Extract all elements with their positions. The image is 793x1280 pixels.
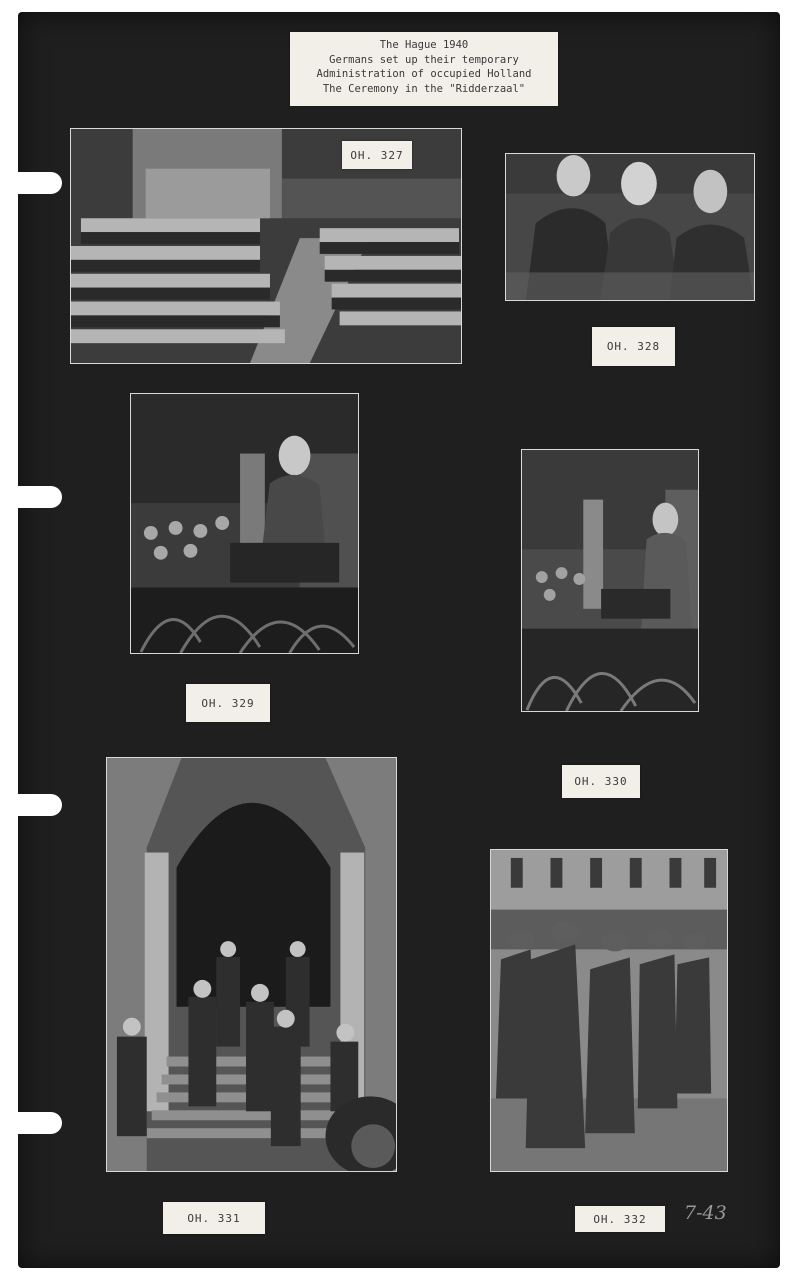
photo-speaker-podium (130, 393, 359, 654)
binder-hole (18, 794, 62, 816)
caption-label: OH. 330 (562, 765, 640, 798)
caption-label: OH. 331 (163, 1202, 265, 1234)
title-line: The Hague 1940 (379, 39, 469, 51)
binder-hole (18, 486, 62, 508)
photo-three-officers (505, 153, 755, 301)
photo-officer-speaking (521, 449, 699, 712)
photo-soldiers-marching (490, 849, 728, 1172)
title-line: Germans set up their temporary (329, 53, 519, 66)
caption-label: OH. 332 (575, 1206, 665, 1232)
binder-hole (18, 172, 62, 194)
page-number: 7-43 (684, 1202, 727, 1224)
title-line: Administration of occupied Holland (316, 68, 532, 80)
caption-label: OH. 327 (342, 141, 412, 169)
binder-hole (18, 1112, 62, 1134)
caption-label: OH. 329 (186, 684, 270, 722)
photo-officers-steps (106, 757, 397, 1172)
caption-label: OH. 328 (592, 327, 675, 366)
title-line: The Ceremony in the "Ridderzaal" (322, 82, 526, 95)
title-card (290, 32, 558, 106)
